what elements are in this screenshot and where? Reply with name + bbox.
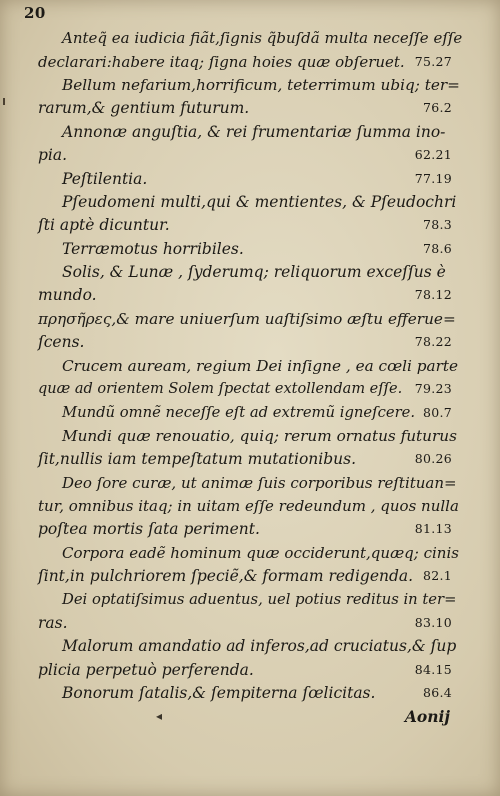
index-text: tur, omnibus itaq; in uitam eſſe redeundum , quos nulla [38,497,459,515]
index-reference: 80.7 [422,405,452,420]
index-reference: 78.3 [422,217,452,232]
index-text: poſtea mortis ſata periment. [38,520,260,538]
index-text: pia. [38,146,68,164]
index-text: Dei optatiſsimus aduentus, uel potius reditus in ter= [62,591,457,608]
index-reference: 84.15 [414,662,452,677]
index-line [0,51,500,73]
index-line [0,612,500,634]
index-reference: 77.19 [414,171,452,186]
index-line [0,472,500,494]
index-line [0,495,500,517]
index-text: Mundũ omnẽ neceſſe eſt ad extremũ igneſcere. [62,404,416,421]
index-line [0,191,500,213]
index-text: ras. [38,614,68,632]
index-text: Deo ſore curæ, ut animæ ſuis corporibus reſtituan= [62,474,457,492]
index-line [0,635,500,657]
index-line [0,378,500,400]
index-line [0,121,500,143]
index-text: ſit,nullis iam tempeſtatum mutationibus. [38,450,357,468]
index-line [0,214,500,236]
index-line [0,74,500,96]
index-reference: 75.27 [414,54,452,69]
index-text: Anteq̃ ea iudicia fiãt,ſignis q̃buſdã multa neceſſe eſſe [62,29,463,47]
catchword: Aonij [404,707,450,726]
index-reference: 76.2 [422,100,452,115]
index-line [0,27,500,49]
index-text: Bonorum ſatalis,& ſempiterna ſœlicitas. [62,684,376,702]
index-text: πρησῆρες,& mare uniuerſum uaſtiſsimo æſtu efferue= [38,310,456,328]
index-line [0,238,500,260]
index-text: Annonæ anguſtia, & rei frumentariæ ſumma ino- [62,123,446,141]
index-line [0,261,500,283]
index-reference: 80.26 [414,451,452,466]
index-text: Peſtilentia. [62,170,148,188]
index-text: ſcens. [38,333,85,351]
index-line [0,448,500,470]
index-line [0,97,500,119]
index-line [0,682,500,704]
index-text: Corpora eadẽ hominum quæ occiderunt,quæq; cinis [62,544,459,562]
index-line [0,284,500,306]
index-line [0,542,500,564]
index-line [0,331,500,353]
index-line [0,144,500,166]
index-text: Bellum nefarium,horrificum, teterrimum ubiq; ter= [62,76,460,94]
index-reference: 79.23 [414,381,452,396]
index-line [0,355,500,377]
index-reference: 62.21 [414,147,452,162]
index-line [0,565,500,587]
index-line [0,659,500,681]
index-text: Mundi quæ renouatio, quiq; rerum ornatus futurus [62,427,457,445]
page-number: 20 [24,4,46,22]
index-reference: 78.6 [422,241,452,256]
index-text: Pſeudomeni multi,qui & mentientes, & Pſeudochri [62,193,457,211]
index-text: ſti aptè dicuntur. [38,216,170,234]
index-line [0,589,500,611]
printer-mark-glyph: ◂ [156,709,163,723]
index-line [0,402,500,424]
index-text: Solis, & Lunæ , ſyderumq; reliquorum exceſſus è [62,263,446,281]
index-text: plicia perpetuò perferenda. [38,661,254,679]
index-reference: 81.13 [414,521,452,536]
index-line [0,425,500,447]
index-text: Terræmotus horribiles. [62,240,244,258]
index-text: ſint,in pulchriorem ſpeciẽ,& formam redigenda. [38,567,414,585]
index-reference: 82.1 [422,568,452,583]
index-reference: 83.10 [414,615,452,630]
index-text: quæ ad orientem Solem ſpectat extollendam eſſe. [38,381,403,397]
index-reference: 78.12 [414,287,452,302]
index-line [0,518,500,540]
index-text: rarum,& gentium futurum. [38,99,250,117]
index-reference: 78.22 [414,334,452,349]
index-reference: 86.4 [422,685,452,700]
index-line [0,308,500,330]
index-text: Malorum amandatio ad inferos,ad cruciatus,& ſup [62,637,457,655]
index-text: declarari:habere itaq; ſigna hoies quæ obſeruet. [38,53,405,71]
index-text: Crucem auream, regium Dei inſigne , ea cœli parte [62,357,459,375]
index-text: mundo. [38,286,97,304]
index-line [0,168,500,190]
